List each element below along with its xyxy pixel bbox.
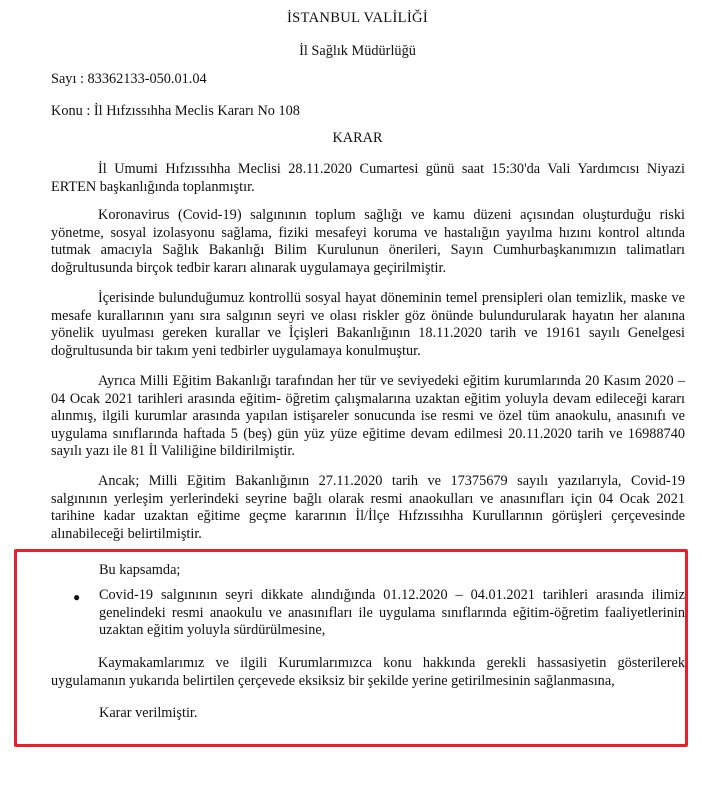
paragraph-meeting: İl Umumi Hıfzıssıhha Meclisi 28.11.2020 Cumartesi günü saat 15:30'da Vali Yardımcısı Niyazi ERTEN başkanlığında toplanmıştır. [51, 161, 685, 195]
paragraph-controlled-life: İçerisinde bulunduğumuz kontrollü sosyal hayat döneminin temel prensipleri olan temizlik, maske ve mesafe kurallarının yanı sıra salgının seyri ve olası riskler göz önünde bulundurularak hayatın her alanına yönelik uyulması gereken kurallar ve İçişleri Bakanlığının 18.11.2020 tarih ve 19161 sayılı Genelgesi doğrultusunda bir takım yeni tedbirler uygulamaya konulmuştur. [51, 290, 685, 359]
paragraph-implementation: Kaymakamlarımız ve ilgili Kurumlarımızca konu hakkında gerekli hassasiyetin gösterilerek uygulamanın yukarıda belirtilen çerçevede eksiksiz bir şekilde yerine getirilmesinin sağlanmasına, [51, 655, 685, 689]
reference-number: Sayı : 83362133-050.01.04 [51, 71, 207, 87]
document-title: İSTANBUL VALİLİĞİ [286, 10, 429, 26]
document-subtitle: İl Sağlık Müdürlüğü [299, 43, 416, 59]
paragraph-measures: Koronavirus (Covid-19) salgınının toplum sağlığı ve kamu düzeni açısından oluşturduğu riski yönetme, sosyal izolasyonu sağlama, fiziki mesafeyi koruma ve hastalığın yayılma hızını kontrol altında tutmak amacıyla Sağlık Bakanlığı Bilim Kurulunun önerileri, Sayın Cumhurbaşkanımızın talimatları doğrultusunda birçok tedbir kararı alınarak uygulamaya geçirilmiştir. [51, 207, 685, 276]
decision-heading: KARAR [332, 130, 383, 146]
paragraph-education-ministry: Ayrıca Milli Eğitim Bakanlığı tarafından her tür ve seviyedeki eğitim kurumlarında 20 Kasım 2020 – 04 Ocak 2021 tarihleri arasında eğitim- öğretim çalışmalarına uzaktan eğitim yoluyla devam edileceği kararı alınmış, ilgili kurumlar arasında yapılan istişareler sonucunda ise resmi ve özel tüm anaokulu, anasınıfı ve uygulama sınıflarında haftada 5 (beş) gün yüz yüze eğitime devam edilmesi 20.11.2020 tarih ve 16988740 sayılı yazı ile 81 İl Valiliğine bildirilmiştir. [51, 373, 685, 460]
decision-closing: Karar verilmiştir. [99, 705, 198, 721]
bullet-icon: ● [73, 590, 81, 604]
scope-intro: Bu kapsamda; [99, 562, 181, 578]
paragraph-however: Ancak; Milli Eğitim Bakanlığının 27.11.2020 tarih ve 17375679 sayılı yazılarıyla, Covid-19 salgınının yerleşim yerlerindeki seyrine bağlı olarak resmi anaokulları ve anasınıfları için 04 Ocak 2021 tarihine kadar uzaktan eğitime geçme kararının İl/İlçe Hıfzıssıhha Kurullarının görüşleri çerçevesinde alınabileceği belirtilmiştir. [51, 473, 685, 542]
bullet-decision-text: Covid-19 salgınının seyri dikkate alındığında 01.12.2020 – 04.01.2021 tarihleri arasında ilimiz genelindeki resmi anaokulu ve anasınıfları ile uygulama sınıflarında eğitim-öğretim faaliyetlerinin uzaktan eğitim yoluyla sürdürülmesine, [99, 587, 685, 639]
subject-line: Konu : İl Hıfzıssıhha Meclis Kararı No 108 [51, 103, 300, 119]
